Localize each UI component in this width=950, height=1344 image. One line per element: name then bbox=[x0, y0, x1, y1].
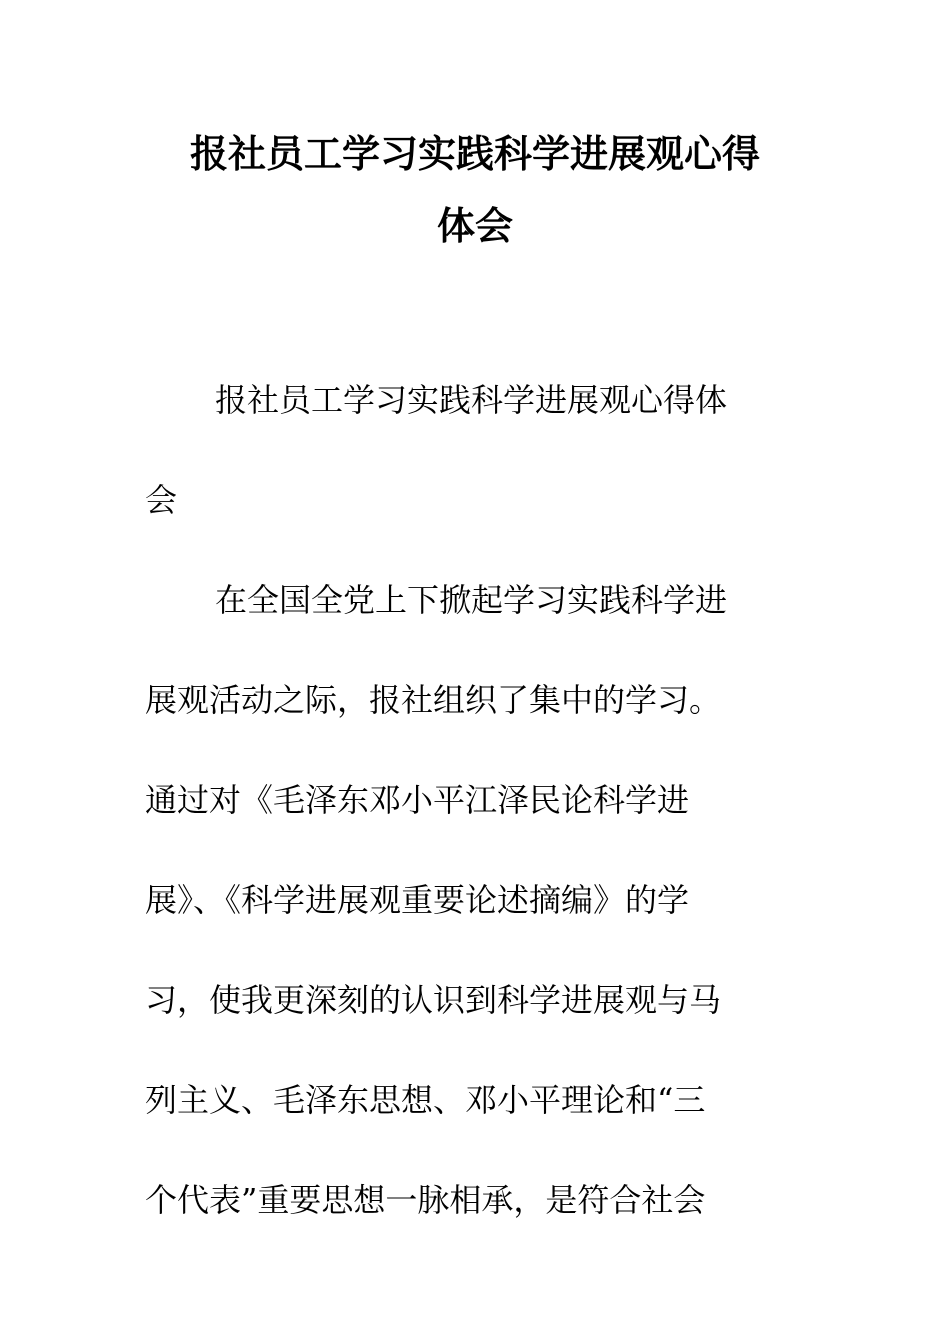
paragraph-2-line-1: 在全国全党上下掀起学习实践科学进 bbox=[215, 581, 728, 619]
paragraph-1-line-2: 会 bbox=[145, 481, 178, 519]
paragraph-2-line-3: 通过对《毛泽东邓小平江泽民论科学进 bbox=[145, 781, 690, 819]
paragraph-2-line-4: 展》、《科学进展观重要论述摘编》的学 bbox=[145, 881, 690, 919]
paragraph-2-line-7: 个代表”重要思想一脉相承，是符合社会 bbox=[145, 1181, 706, 1219]
paragraph-2-line-6: 列主义、毛泽东思想、邓小平理论和“三 bbox=[145, 1081, 706, 1119]
document-title bbox=[150, 118, 800, 262]
title-line-2: 体会 bbox=[436, 204, 513, 248]
paragraph-2-line-5: 习，使我更深刻的认识到科学进展观与马 bbox=[145, 981, 722, 1019]
paragraph-2-line-2: 展观活动之际，报社组织了集中的学习。 bbox=[145, 681, 722, 719]
paragraph-1-line-1: 报社员工学习实践科学进展观心得体 bbox=[215, 381, 728, 419]
title-line-1: 报社员工学习实践科学进展观心得 bbox=[189, 132, 760, 176]
